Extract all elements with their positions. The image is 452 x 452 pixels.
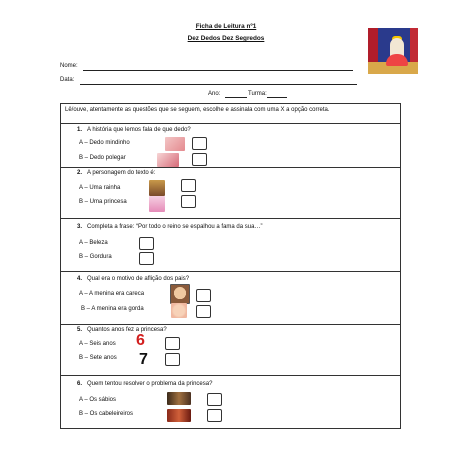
question-text: Qual era o motivo de aflição dos pais? [87, 276, 190, 282]
digit-six: 6 [136, 332, 145, 349]
option-label: B – Gordura [79, 254, 112, 260]
answer-checkbox-1b[interactable] [192, 153, 207, 166]
option-label: A – Seis anos [79, 341, 116, 347]
book-title: Dez Dedos Dez Segredos [187, 35, 265, 42]
data-label: Data: [60, 77, 75, 83]
question-number: 2. [77, 170, 83, 176]
answer-checkbox-3b[interactable] [139, 252, 154, 265]
answer-checkbox-1a[interactable] [192, 137, 207, 150]
pinky-finger-image [165, 137, 185, 151]
option-label: B – Sete anos [79, 355, 117, 361]
question-text: A história que lemos fala de que dedo? [87, 127, 191, 133]
question-text: Quem tentou resolver o problema da princesa? [87, 381, 213, 387]
answer-checkbox-6a[interactable] [207, 393, 222, 406]
question-number: 1. [77, 127, 83, 133]
thumb-finger-image [157, 153, 179, 167]
question-text: Completa a frase: “Por todo o reino se espalhou a fama da sua…” [87, 224, 263, 230]
option-label: B – Uma princesa [79, 199, 127, 205]
turma-label: Turma: [248, 91, 267, 97]
question-number: 3. [77, 224, 83, 230]
option-label: A – Dedo mindinho [79, 140, 130, 146]
questions-table [60, 103, 401, 429]
question-number: 4. [77, 276, 83, 282]
question-text: A personagem do texto é: [87, 170, 156, 176]
instructions: Lê/ouve, atentamente as questões que se seguem, escolhe e assinala com uma X a opção correta. [61, 104, 401, 124]
question-3 [61, 219, 401, 272]
princess-image [149, 196, 165, 212]
question-number: 5. [77, 327, 83, 333]
option-label: B – A menina era gorda [81, 306, 144, 312]
queen-image [149, 180, 165, 196]
answer-checkbox-4b[interactable] [196, 305, 211, 318]
answer-checkbox-3a[interactable] [139, 237, 154, 250]
question-2 [61, 168, 401, 219]
nome-label: Nome: [60, 63, 78, 69]
option-label: B – Dedo polegar [79, 155, 126, 161]
worksheet-title: Ficha de Leitura nº1 [195, 23, 257, 30]
question-4 [61, 272, 401, 325]
question-5 [61, 325, 401, 376]
question-1 [61, 124, 401, 168]
answer-checkbox-5b[interactable] [165, 353, 180, 366]
question-number: 6. [77, 381, 83, 387]
answer-checkbox-4a[interactable] [196, 289, 211, 302]
question-6 [61, 376, 401, 429]
ano-field[interactable] [225, 97, 247, 98]
option-label: A – Beleza [79, 240, 108, 246]
option-label: A – Uma rainha [79, 185, 121, 191]
data-field[interactable] [80, 84, 357, 85]
question-text: Quantos anos fez a princesa? [87, 327, 167, 333]
option-label: A – Os sábios [79, 397, 117, 403]
bald-girl-image [170, 284, 190, 304]
turma-field[interactable] [267, 97, 287, 98]
answer-checkbox-5a[interactable] [165, 337, 180, 350]
chubby-girl-image [171, 303, 187, 318]
ano-label: Ano: [208, 91, 221, 97]
book-cover-image [368, 28, 418, 74]
digit-seven: 7 [139, 351, 148, 368]
wise-men-image [167, 392, 191, 405]
nome-field[interactable] [83, 70, 353, 71]
option-label: A – A menina era careca [79, 291, 145, 297]
answer-checkbox-6b[interactable] [207, 409, 222, 422]
answer-checkbox-2b[interactable] [181, 195, 196, 208]
option-label: B – Os cabeleireiros [79, 411, 134, 417]
hairdressers-image [167, 409, 191, 422]
answer-checkbox-2a[interactable] [181, 179, 196, 192]
